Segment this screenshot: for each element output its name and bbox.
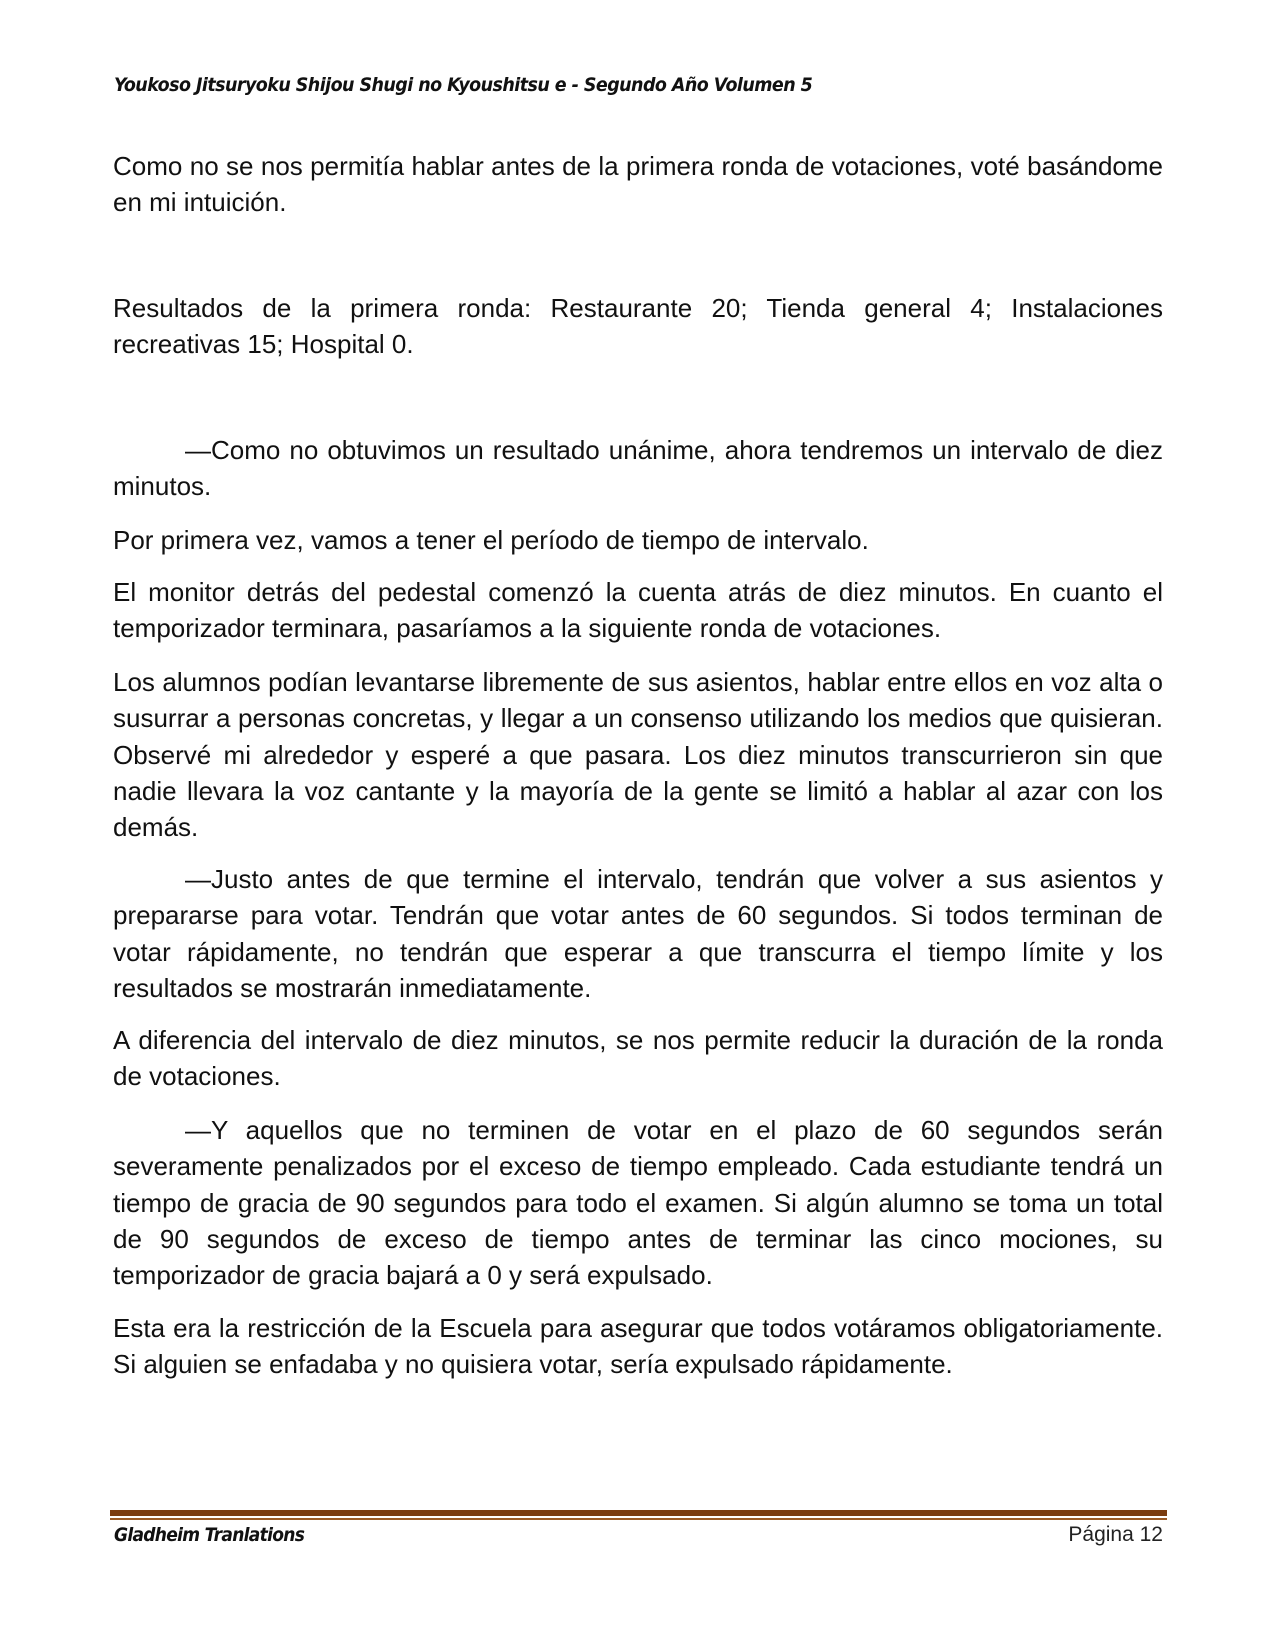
paragraph: —Como no obtuvimos un resultado unánime, ahora tendremos un intervalo de diez minutos. [113,435,1163,502]
paragraph: Como no se nos permitía hablar antes de la primera ronda de votaciones, voté basándome en mi intuición. [113,151,1163,218]
running-header: Youkoso Jitsuryoku Shijou Shugi no Kyoushitsu e - Segundo Año Volumen 5 [114,74,813,96]
paragraph: Los alumnos podían levantarse libremente de sus asientos, hablar entre ellos en voz alta o susurrar a personas concretas, y llegar a un consenso utilizando los medios que quisieran. Observé mi alrededor y esperé a que pasara. Los diez minutos transcurrieron sin que nadie llevara la voz cantante y la mayoría de la gente se limitó a hablar al azar con los demás. [113,667,1163,843]
paragraph: —Y aquellos que no terminen de votar en el plazo de 60 segundos serán severamente penalizados por el exceso de tiempo empleado. Cada estudiante tendrá un tiempo de gracia de 90 segundos para todo el examen. Si algún alumno se toma un total de 90 segundos de exceso de tiempo antes de terminar las cinco mociones, su temporizador de gracia bajará a 0 y será expulsado. [113,1115,1163,1291]
footer-publisher: Gladheim Tranlations [114,1524,305,1546]
page-number: Página 12 [1068,1523,1163,1546]
paragraph: Resultados de la primera ronda: Restaurante 20; Tienda general 4; Instalaciones recreativas 15; Hospital 0. [113,293,1163,360]
paragraph: Por primera vez, vamos a tener el período de tiempo de intervalo. [113,525,869,555]
footer-rule [110,1510,1167,1516]
paragraph: —Justo antes de que termine el intervalo, tendrán que volver a sus asientos y prepararse para votar. Tendrán que votar antes de 60 segundos. Si todos terminan de votar rápidamente, no tendrán que esperar a que transcurra el tiempo límite y los resultados se mostrarán inmediatamente. [113,864,1163,1003]
paragraph: Esta era la restricción de la Escuela para asegurar que todos votáramos obligatoriamente. Si alguien se enfadaba y no quisiera votar, sería expulsado rápidamente. [113,1313,1163,1380]
paragraph: El monitor detrás del pedestal comenzó la cuenta atrás de diez minutos. En cuanto el temporizador terminara, pasaríamos a la siguiente ronda de votaciones. [113,577,1163,644]
paragraph: A diferencia del intervalo de diez minutos, se nos permite reducir la duración de la ronda de votaciones. [113,1025,1163,1092]
footer-rule-thin [110,1518,1167,1520]
